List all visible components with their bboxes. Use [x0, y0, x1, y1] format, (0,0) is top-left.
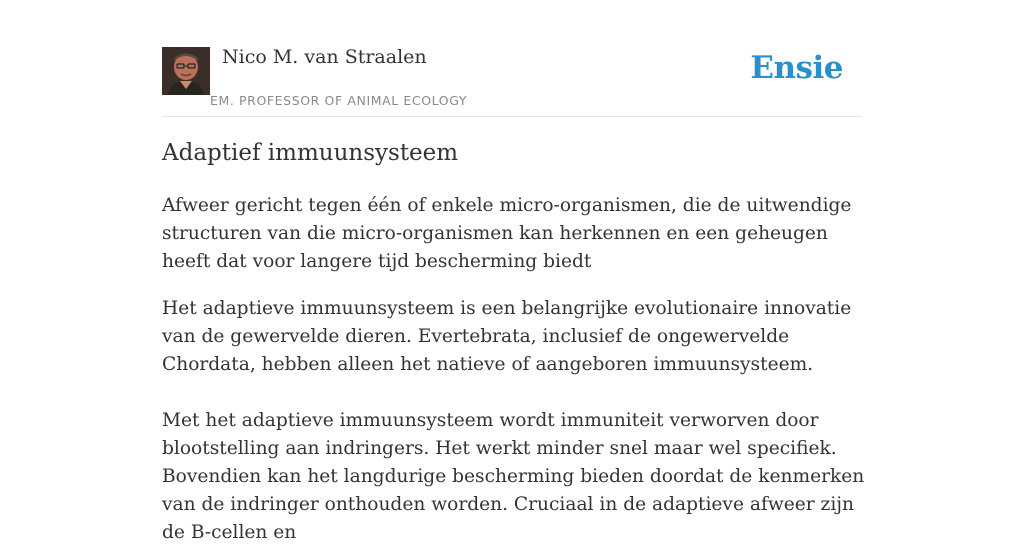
author-portrait-image [162, 47, 210, 95]
author-title: EM. PROFESSOR OF ANIMAL ECOLOGY [210, 93, 468, 108]
author-header [162, 0, 862, 117]
author-name[interactable]: Nico M. van Straalen [222, 46, 427, 68]
article-title: Adaptief immuunsysteem [162, 140, 459, 166]
article-paragraph: Het adaptieve immuunsysteem is een belangrijke evolutionaire innovatie van de gewervelde dieren. Evertebrata, inclusief de ongewervelde Chordata, hebben alleen het natieve of aangeboren immuunsysteem. [162, 298, 852, 375]
ensie-logo[interactable]: Ensie [750, 50, 843, 86]
article-paragraph: Met het adaptieve immuunsysteem wordt immuniteit verworven door blootstelling aan indringers. Het werkt minder snel maar wel specifiek. Bovendien kan het langdurige bescherming bieden doordat de kenmerken van de indringer onthouden worden. Cruciaal in de adaptieve afweer zijn de B-cellen en [162, 410, 865, 543]
article-definition: Afweer gericht tegen één of enkele micro-organismen, die de uitwendige structuren van die micro-organismen kan herkennen en een geheugen heeft dat voor langere tijd bescherming biedt [162, 195, 852, 272]
author-avatar[interactable] [162, 47, 210, 95]
article-content [162, 192, 867, 547]
